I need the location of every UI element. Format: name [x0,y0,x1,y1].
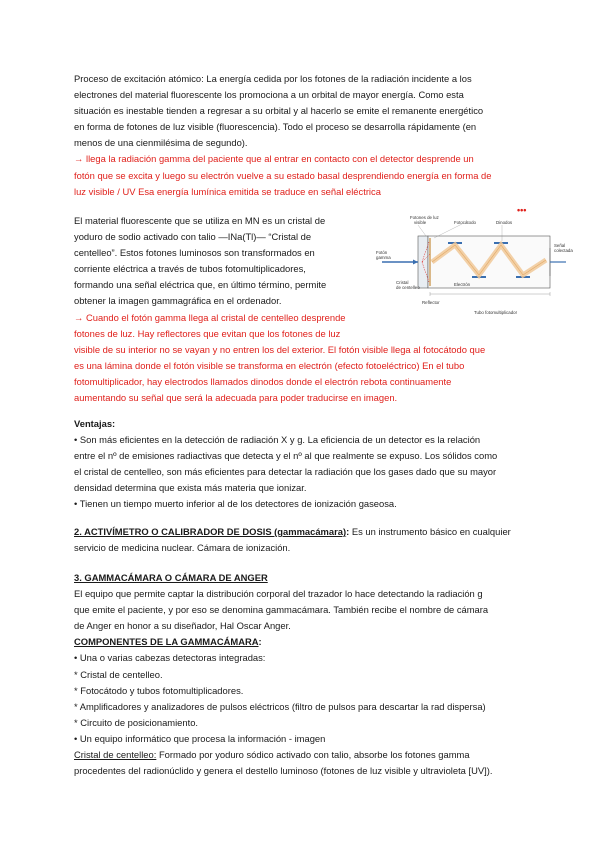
activimetro-text: Es un instrumento básico en cualquier [349,526,511,537]
material-line: yoduro de sodio activado con talio —INa(Tl)— “Cristal de [74,231,312,243]
material-note-line: es una lámina donde el fotón visible se transforma en electrón (efecto fotoeléctrico) En el tubo [74,359,465,371]
ventajas-line: • Son más eficientes en la detección de radiación X y g. La eficiencia de un detector es la relación [74,434,481,446]
intro-line: menos de una cienmilésima de segundo). [74,137,248,149]
label-tube: Tubo fotomultiplicador [474,310,518,315]
ventajas-line: densidad determina que exista más materia que ionizar. [74,482,307,494]
component-item: * Amplificadores y analizadores de pulsos eléctricos (filtro de pulsos para descartar la rad dispersa) [74,700,486,712]
intro-note-line: fotón que se excita y luego su electrón vuelve a su estado basal desprendiendo energía en forma de [74,169,492,181]
label-dynodes: Dinodos [496,220,513,225]
material-line: centelleo”. Estos fotones luminosos son transformados en [74,247,315,259]
components-title: COMPONENTES DE LA GAMMACÁMARA [74,636,259,648]
intro-note-line: luz visible / UV Esa energía lumínica emitida se traduce en señal eléctrica [74,185,381,197]
label-visible: visible [414,220,427,225]
intro-line: situación es inestable tienden a regresar a su orbital y al hacerlo se emite el remanente energético [74,105,484,117]
material-line: formando una señal eléctrica que, en último término, permite [74,279,327,291]
material-note-line: fotones de luz. Hay reflectores que evitan que los fotones de luz [74,327,341,339]
component-item: * Fotocátodo y tubos fotomultiplicadores. [74,684,244,696]
intro-line: en forma de fotones de luz visible (fluorescencia). Todo el proceso se desarrolla rápidamente (en [74,121,477,133]
cristal-text: Formado por yoduro sódico activado con talio, absorbe los fotones gamma [156,749,470,761]
intro-line: electrones del material fluorescente los promociona a un orbital de mayor energía. Como esta [74,89,464,101]
label-photon: Fotón [376,250,388,255]
activimetro-line1: 2. ACTIVÍMETRO O CALIBRADOR DE DOSIS (gammacámara): Es un instrumento básico en cualquier [74,526,511,537]
gammacamara-section [74,570,530,779]
component-item: • Una o varias cabezas detectoras integradas: [74,652,266,664]
intro-line: Proceso de excitación atómico: La energía cedida por los fotones de la radiación incidente a los [74,73,472,84]
ventajas-line: • Tienen un tiempo muerto inferior al de los detectores de ionización gaseosa. [74,498,397,510]
ventajas-section [74,416,530,513]
component-item: • Un equipo informático que procesa la información - imagen [74,732,326,744]
material-note-line: aumentando su señal que será la adecuada para poder traducirse en imagen. [74,392,398,404]
activimetro-line2: servicio de medicina nuclear. Cámara de ionización. [74,542,291,554]
label-scintillation: de centelleo [396,285,420,290]
material-note-line: → Cuando el fotón gamma llega al cristal de centelleo desprende [74,311,346,323]
cristal-line2: procedentes del radionúclido y genera el destello luminoso (fotones de luz visible y ultravioleta [UV]). [74,765,493,777]
label-electron: Electrón [454,282,471,287]
marker-dots: ••• [517,205,527,215]
activimetro-heading: 2. ACTIVÍMETRO O CALIBRADOR DE DOSIS (gammacámara) [74,526,347,537]
cristal-label: Cristal de centelleo: [74,749,157,761]
label-crystal: Cristal [396,280,409,285]
ventajas-line: el cristal de centelleo, son más eficientes para detectar la radiación que los gases dado que su mayor [74,466,497,478]
gammacamara-heading: 3. GAMMACÁMARA O CÁMARA DE ANGER [74,572,268,583]
label-reflector: Reflector [422,300,440,305]
gammacamara-line: El equipo que permite captar la distribución corporal del trazador lo hace detectando la radiación g [74,588,483,600]
intro-note-line: → llega la radiación gamma del paciente que al entrar en contacto con el detector desprende un [74,153,474,165]
label-photocathode: Fotocátodo [454,220,476,225]
components-title-line: COMPONENTES DE LA GAMMACÁMARA: [74,636,262,648]
label-gamma: gamma [376,255,391,260]
cristal-line1 [74,747,530,763]
material-line: obtener la imagen gammagráfica en el ordenador. [74,295,282,307]
ventajas-title: Ventajas: [74,418,116,429]
material-note-line: fotomultiplicador, hay electrodos llamados dinodos donde el electrón rebota continuamente [74,375,452,387]
crystal-shape [418,236,428,288]
material-line: El material fluorescente que se utiliza en MN es un cristal de [74,215,326,226]
label-signal: Señal [554,243,566,248]
gammacamara-line: de Anger en honor a su diseñador, Hal Oscar Anger. [74,620,291,632]
component-item: * Circuito de posicionamiento. [74,716,199,728]
material-line: corriente eléctrica a través de tubos fotomultiplicadores, [74,263,306,275]
material-note-line: visible de su interior no se vayan y no entren los del exterior. El fotón visible llega al fotocátodo que [74,343,486,355]
label-light-photons: Fotones de luz [410,215,439,220]
label-collected: colectada [554,248,573,253]
ventajas-line: entre el nº de emisiones radiactivas que detecta y el nº al que realmente se expuso. Los sólidos como [74,450,498,462]
activimetro-section [74,524,530,556]
photomultiplier-diagram [374,214,573,320]
intro-paragraph [74,71,530,200]
gammacamara-line: que emite el paciente, y por eso se denomina gammacámara. También recibe el nombre de cámara [74,604,489,616]
component-item: * Cristal de centelleo. [74,668,163,680]
